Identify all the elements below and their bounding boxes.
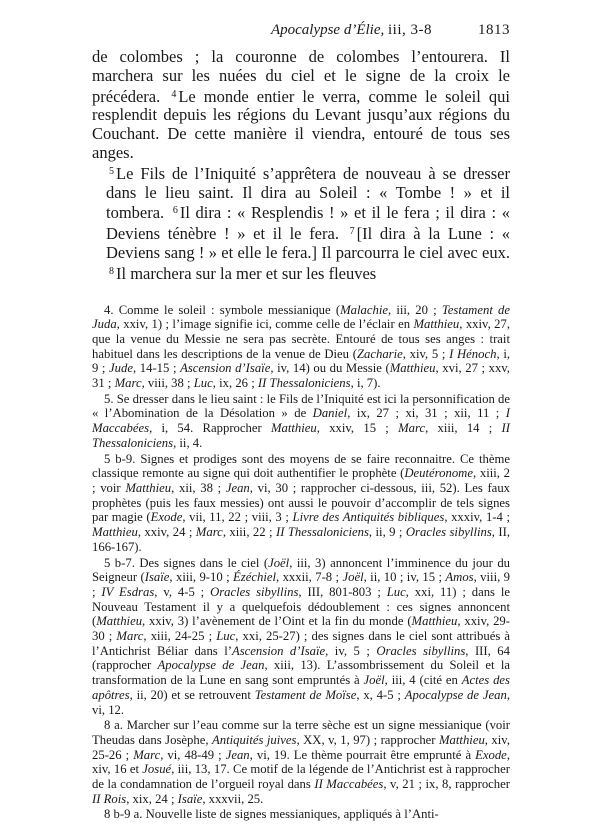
running-head-title: Apocalypse d’Élie, iii, 3-8 xyxy=(270,22,432,38)
verse-number: 4 xyxy=(171,88,177,100)
verse-paragraph: de colombes ; la couronne de colombes l’entourera. Il marchera sur les nuées du ciel et le signe de la croix le précédera. $^4$ Le monde entier le verra, comme le soleil qui resplendit depuis les régions du Levant jusqu’aux régions du Couchant. De cette manière il viendra, entouré de tous ses anges. xyxy=(92,47,511,162)
footnote-8a: 8 a. Marcher sur l’eau comme sur la terre sèche est un signe messianique (voir Theudas dans Josèphe, Antiquités juives, XX, v, 1, 97) ; rapprocher Matthieu, xiv, 25-26 ; Marc, vi, 48-49 ; Jean, vi, 19. Le thème pourrait être emprunté à Exode, xiv, 16 et Josué, iii, 13, 17. Ce motif de la légende de l’Antichrist est à rapprocher de la condamnation de l’orgueil royal dans II Maccabées, v, 21 ; ix, 8, rapprocher II Rois, xix, 24 ; Isaïe, xxxvii, 25. xyxy=(92,718,511,806)
page-number: 1813 xyxy=(478,22,510,38)
verse-number: 5 xyxy=(109,165,114,177)
verse-number: 8 xyxy=(109,265,114,277)
footnote-4: 4. Comme le soleil : symbole messianique (Malachie, iii, 20 ; Testament de Juda, xxiv, 1) ; l’image signifie ici, comme celle de l’éclair en Matthieu, xxiv, 27, que la venue du Messie ne sera pas secrète. Entouré de tous ses anges : trait habituel dans les descriptions de la venue de Dieu (Zacharie, xiv, 5 ; I Hénoch, i, 9 ; Jude, 14-15 ; Ascension d’Isaïe, iv, 14) ou du Messie (Matthieu, xvi, 27 ; xxv, 31 ; Marc, viii, 38 ; Luc, ix, 26 ; II Thessaloniciens, i, 7). xyxy=(92,302,511,391)
running-head xyxy=(92,22,510,48)
verse-number: 7 xyxy=(349,226,355,238)
footnotes xyxy=(92,303,510,823)
footnote-5: 5. Se dresser dans le lieu saint : le Fils de l’Iniquité est ici la personnification de « l’Abomination de la Désolation » de Daniel, ix, 27 ; xi, 31 ; xii, 11 ; I Maccabées, i, 54. Rapprocher Matthieu, xxiv, 15 ; Marc, xiii, 14 ; II Thessaloniciens, ii, 4. xyxy=(92,391,510,450)
footnote-5b-7: 5 b-7. Des signes dans le ciel (Joël, iii, 3) annoncent l’imminence du jour du Seigneur (Isaïe, xiii, 9-10 ; Ézéchiel, xxxii, 7-8 ; Joël, ii, 10 ; iv, 15 ; Amos, viii, 9 ; IV Esdras, v, 4-5 ; Oracles sibyllins, III, 801-803 ; Luc, xxi, 11) ; dans le Nouveau Testament il y a quelquefois dédoublement : ces signes annoncent (Matthieu, xxiv, 3) l’avènement de l’Oint et la fin du monde (Matthieu, xxiv, 29-30 ; Marc, xiii, 24-25 ; Luc, xxi, 25-27) ; des signes dans le ciel sont attribués à l’Antichrist Béliar dans l’Ascension d’Isaïe, iv, 5 ; Oracles sibyllins, III, 64 (rapprocher Apocalypse de Jean, xiii, 13). L’assombrissement du Soleil et la transformation de la Lune en sang sont empruntés à Joël, iii, 4 (cité en Actes des apôtres, ii, 20) et se retrouvent Testament de Moïse, x, 4-5 ; Apocalypse de Jean, vi, 12. xyxy=(92,555,511,717)
running-head-reference: iii, 3-8 xyxy=(388,22,432,38)
verse-number: 6 xyxy=(172,205,178,217)
footnote-8b-9a: 8 b-9 a. Nouvelle liste de signes messianiques, appliqués à l’Anti- xyxy=(104,807,439,822)
footnote-5b-9: 5 b-9. Signes et prodiges sont des moyens de se faire reconnaitre. Ce thème classique remonte au signe qui doit authentifier le prophète (Deutéronome, xiii, 2 ; voir Matthieu, xii, 38 ; Jean, vi, 30 ; rapprocher ci-dessous, iii, 52). Les faux prophètes (puis les faux messies) ont aussi le pouvoir d’accomplir de tels signes par magie (Exode, vii, 11, 22 ; viii, 3 ; Livre des Antiquités bibliques, xxxiv, 1-4 ; Matthieu, xxiv, 24 ; Marc, xiii, 22 ; II Thessaloniciens, ii, 9 ; Oracles sibyllins, II, 166-167). xyxy=(92,451,511,554)
verse-paragraph: $^5$ Le Fils de l’Iniquité s’apprêtera de nouveau à se dresser dans le lieu saint. Il dira au Soleil : « Tombe ! » et il tombera. $^6$ Il dira : « Resplendis ! » et il le fera ; il dira : « Deviens ténèbre ! » et il le fera. $^7$ [Il dira à la Lune : « Deviens sang ! » et elle le fera.] Il parcourra le ciel avec eux. $^8$ Il marchera sur la mer et sur les fleuves xyxy=(106,163,511,283)
main-text xyxy=(92,48,510,284)
